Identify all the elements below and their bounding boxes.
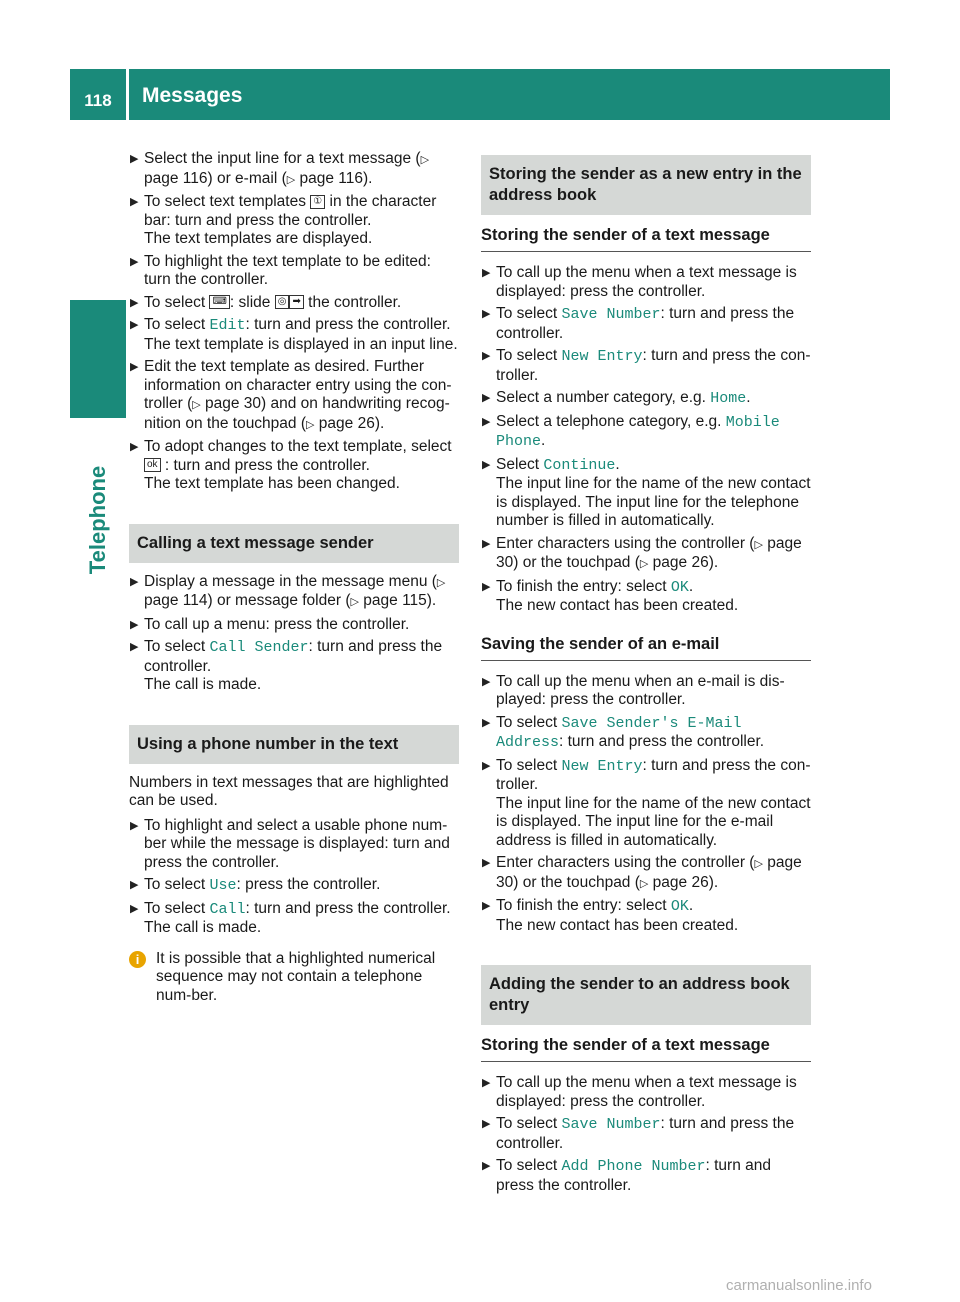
bullet-icon: ▶ — [482, 1160, 491, 1172]
item-text: page 116) or e-mail ( — [144, 169, 287, 187]
item-result: The input line for the name of the new contact is displayed. The input line for the e-mail address is filled in automatically. — [496, 794, 811, 849]
bullet-icon: ▶ — [482, 458, 491, 471]
page-ref-icon: ▷ — [639, 877, 649, 890]
item-text: : turn and press the controller. — [559, 733, 765, 750]
list-item — [481, 897, 811, 935]
bullet-icon: ▶ — [130, 879, 139, 891]
list-item — [129, 358, 459, 434]
bullet-icon: ▶ — [482, 900, 491, 912]
note-text: It is possible that a highlighted numerical sequence may not contain a telephone num-ber. — [156, 949, 436, 1004]
item-text: page 114) or message folder ( — [144, 592, 351, 609]
right-column — [481, 155, 811, 1199]
list-item — [129, 294, 459, 313]
item-text: : turn and press the con-troller. — [496, 756, 811, 793]
list-item — [481, 714, 811, 753]
side-tab — [70, 300, 126, 418]
item-text: Display a message in the message menu ( — [144, 572, 437, 590]
item-text: To select — [144, 899, 210, 917]
menu-term: New Entry — [561, 757, 643, 775]
menu-term: Save Sender's E-Mail Address — [496, 714, 742, 751]
bullet-icon: ▶ — [482, 759, 491, 772]
list-item — [129, 316, 459, 354]
item-text: page 116). — [295, 169, 373, 187]
control-icon: ① — [310, 195, 325, 209]
item-text: To finish the entry: select — [496, 577, 671, 595]
page-title: Messages — [142, 84, 243, 107]
item-text: To select — [144, 316, 210, 333]
item-result: The call is made. — [144, 676, 262, 693]
bullet-icon: ▶ — [130, 575, 139, 588]
menu-term: Home — [710, 390, 747, 407]
bullet-icon: ▶ — [482, 415, 491, 428]
list-item — [481, 757, 811, 851]
menu-term: Edit — [209, 317, 246, 334]
item-text: page 115). — [358, 592, 437, 609]
control-icon: ◎ — [275, 295, 290, 309]
item-text: the controller. — [303, 293, 402, 311]
item-text: : turn and press the controller. — [496, 1115, 795, 1152]
menu-term: Call — [209, 900, 246, 918]
calling-heading: Calling a text message sender — [129, 524, 459, 563]
control-icon: ⌨ — [209, 295, 229, 309]
watermark: carmanualsonline.info — [726, 1277, 872, 1294]
item-text: To finish the entry: select — [496, 897, 671, 914]
phone-number-heading: Using a phone number in the text — [129, 725, 459, 764]
item-text: . — [688, 577, 694, 595]
item-text: : turn and press the controller. — [245, 316, 451, 333]
page-ref-icon: ▷ — [350, 596, 359, 608]
bullet-icon: ▶ — [482, 580, 491, 593]
intro-list — [129, 150, 459, 494]
menu-term: Add Phone Number — [561, 1158, 706, 1175]
menu-term: Save Number — [561, 306, 661, 323]
page-ref-icon: ▷ — [754, 538, 763, 551]
item-text: To select — [496, 347, 562, 364]
list-item — [481, 854, 811, 893]
item-text: Select a telephone category, e.g. — [496, 412, 726, 430]
item-text: . — [746, 389, 751, 406]
item-text: To select — [496, 713, 562, 731]
page-number: 118 — [84, 91, 112, 111]
item-text: page 26). — [314, 414, 385, 432]
page-ref-icon: ▷ — [192, 399, 201, 411]
control-icon: ➡ — [289, 295, 303, 309]
control-icon: ok — [144, 458, 161, 472]
item-text: : turn and press the con-troller. — [496, 347, 811, 384]
item-text: page 26). — [648, 554, 719, 571]
add-entry-sub1-heading: Storing the sender of a text message — [481, 1035, 811, 1062]
item-text: : turn and press the controller. — [160, 456, 370, 474]
item-text: page 26). — [648, 873, 719, 891]
new-entry-sub2-list — [481, 673, 811, 936]
item-text: . — [541, 432, 546, 449]
item-result: The text template has been changed. — [144, 475, 400, 492]
bullet-icon: ▶ — [482, 675, 491, 688]
menu-term: New Entry — [561, 348, 643, 365]
menu-term: Continue — [543, 456, 616, 474]
menu-term: Call Sender — [209, 639, 309, 656]
menu-term: OK — [670, 578, 689, 596]
item-text: To select — [496, 1157, 562, 1174]
item-text: To call up a menu: press the controller. — [144, 615, 410, 633]
bullet-icon: ▶ — [130, 153, 139, 165]
item-result: The new contact has been created. — [496, 916, 739, 934]
item-text: : turn and press the controller. — [245, 899, 451, 917]
item-result: The text template is displayed in an input line. — [144, 335, 458, 353]
list-item — [129, 573, 459, 612]
item-text: To call up the menu when an e-mail is dis-played: press the controller. — [496, 672, 785, 708]
new-entry-sub2-heading: Saving the sender of an e-mail — [481, 634, 811, 661]
list-item — [481, 1074, 811, 1111]
list-item — [481, 456, 811, 531]
list-item — [481, 535, 811, 574]
item-text: : press the controller. — [236, 876, 381, 893]
item-text: : slide — [229, 293, 275, 311]
item-text: Select a number category, e.g. — [496, 389, 711, 406]
item-result: The input line for the name of the new contact is displayed. The input line for the telephone number is filled in automatically. — [496, 475, 811, 529]
page-ref-icon: ▷ — [286, 173, 296, 186]
bullet-icon: ▶ — [130, 441, 139, 453]
menu-term: Use — [209, 877, 237, 894]
menu-term: OK — [670, 898, 689, 915]
item-text: To highlight the text template to be edited: turn the controller. — [144, 252, 431, 288]
item-text: To adopt changes to the text template, select — [144, 438, 452, 455]
page-ref-icon: ▷ — [436, 576, 446, 589]
list-item — [129, 900, 459, 938]
item-text: . — [615, 455, 620, 473]
page-ref-icon: ▷ — [306, 418, 315, 431]
list-item — [481, 578, 811, 616]
info-icon: i — [129, 951, 146, 968]
bullet-icon: ▶ — [130, 196, 139, 208]
item-text: To select — [496, 305, 562, 322]
list-item — [129, 253, 459, 290]
item-text: Select the input line for a text message ( — [144, 150, 421, 167]
bullet-icon: ▶ — [482, 267, 491, 279]
bullet-icon: ▶ — [130, 319, 139, 331]
list-item — [481, 305, 811, 343]
bullet-icon: ▶ — [482, 716, 491, 729]
list-item — [481, 1157, 811, 1195]
item-text: To select — [144, 876, 210, 893]
list-item — [129, 438, 459, 494]
item-result: The new contact has been created. — [496, 597, 739, 614]
bullet-icon: ▶ — [130, 819, 139, 832]
list-item — [481, 389, 811, 409]
item-text: : turn and press the controller. — [496, 1157, 772, 1194]
page-ref-icon: ▷ — [639, 558, 649, 570]
section-label: Telephone — [84, 465, 110, 575]
item-text: Select — [496, 455, 544, 473]
bullet-icon: ▶ — [130, 641, 139, 653]
page-ref-icon: ▷ — [754, 858, 763, 870]
new-entry-sub1-list — [481, 264, 811, 616]
item-text: To select — [496, 756, 562, 774]
bullet-icon: ▶ — [482, 308, 491, 320]
item-text: To select — [496, 1115, 562, 1132]
item-text: To call up the menu when a text message is displayed: press the controller. — [496, 1074, 797, 1110]
item-text: To call up the menu when a text message is displayed: press the controller. — [496, 264, 797, 300]
menu-term: Save Number — [561, 1116, 661, 1133]
bullet-icon: ▶ — [130, 361, 139, 373]
left-column — [129, 150, 459, 1005]
list-item — [129, 193, 459, 249]
list-item — [129, 817, 459, 873]
list-item — [129, 150, 459, 189]
bullet-icon: ▶ — [130, 902, 139, 915]
list-item — [481, 264, 811, 301]
info-note — [129, 950, 459, 1006]
menu-term: Mobile Phone — [496, 413, 780, 450]
item-text: Enter characters using the controller ( — [496, 534, 755, 552]
item-text: : turn and press the controller. — [496, 305, 795, 342]
phone-number-intro: Numbers in text messages that are highlighted can be used. — [129, 773, 449, 809]
add-entry-heading: Adding the sender to an address book entry — [481, 965, 811, 1025]
list-item — [481, 347, 811, 385]
bullet-icon: ▶ — [482, 857, 491, 869]
item-text: page 30) or the touchpad ( — [496, 854, 802, 891]
bullet-icon: ▶ — [130, 255, 139, 268]
item-text: : turn and press the controller. — [144, 638, 443, 675]
item-text: To select text templates — [144, 193, 311, 210]
item-text: Edit the text template as desired. Further information on character entry using the con-troller ( — [144, 358, 452, 412]
bullet-icon: ▶ — [482, 392, 491, 404]
calling-list — [129, 573, 459, 695]
list-item — [481, 1115, 811, 1153]
add-entry-sub1-list — [481, 1074, 811, 1195]
header-divider — [126, 69, 129, 120]
item-text: To select — [144, 638, 210, 655]
list-item — [481, 413, 811, 452]
page-ref-icon: ▷ — [420, 154, 430, 166]
item-result: The text templates are displayed. — [144, 230, 373, 247]
list-item — [129, 638, 459, 695]
bullet-icon: ▶ — [130, 296, 139, 309]
new-entry-heading: Storing the sender as a new entry in the address book — [481, 155, 811, 215]
list-item — [129, 876, 459, 896]
item-text: page 30) or the touchpad ( — [496, 534, 802, 571]
item-text: To select — [144, 293, 210, 311]
phone-number-list — [129, 817, 459, 938]
bullet-icon: ▶ — [482, 537, 491, 550]
list-item — [129, 616, 459, 635]
item-result: The call is made. — [144, 919, 262, 936]
item-text: Enter characters using the controller ( — [496, 854, 755, 871]
item-text: page 30) and on handwriting recog-nition on the touchpad ( — [144, 395, 450, 432]
bullet-icon: ▶ — [482, 1077, 491, 1089]
item-text: . — [688, 897, 694, 914]
list-item — [481, 673, 811, 710]
item-text: To highlight and select a usable phone num-ber while the message is displayed: turn and press the controller. — [144, 816, 450, 871]
bullet-icon: ▶ — [482, 1118, 491, 1130]
bullet-icon: ▶ — [130, 618, 139, 631]
bullet-icon: ▶ — [482, 350, 491, 362]
new-entry-sub1-heading: Storing the sender of a text message — [481, 225, 811, 252]
item-text: in the character bar: turn and press the controller. — [144, 193, 437, 229]
